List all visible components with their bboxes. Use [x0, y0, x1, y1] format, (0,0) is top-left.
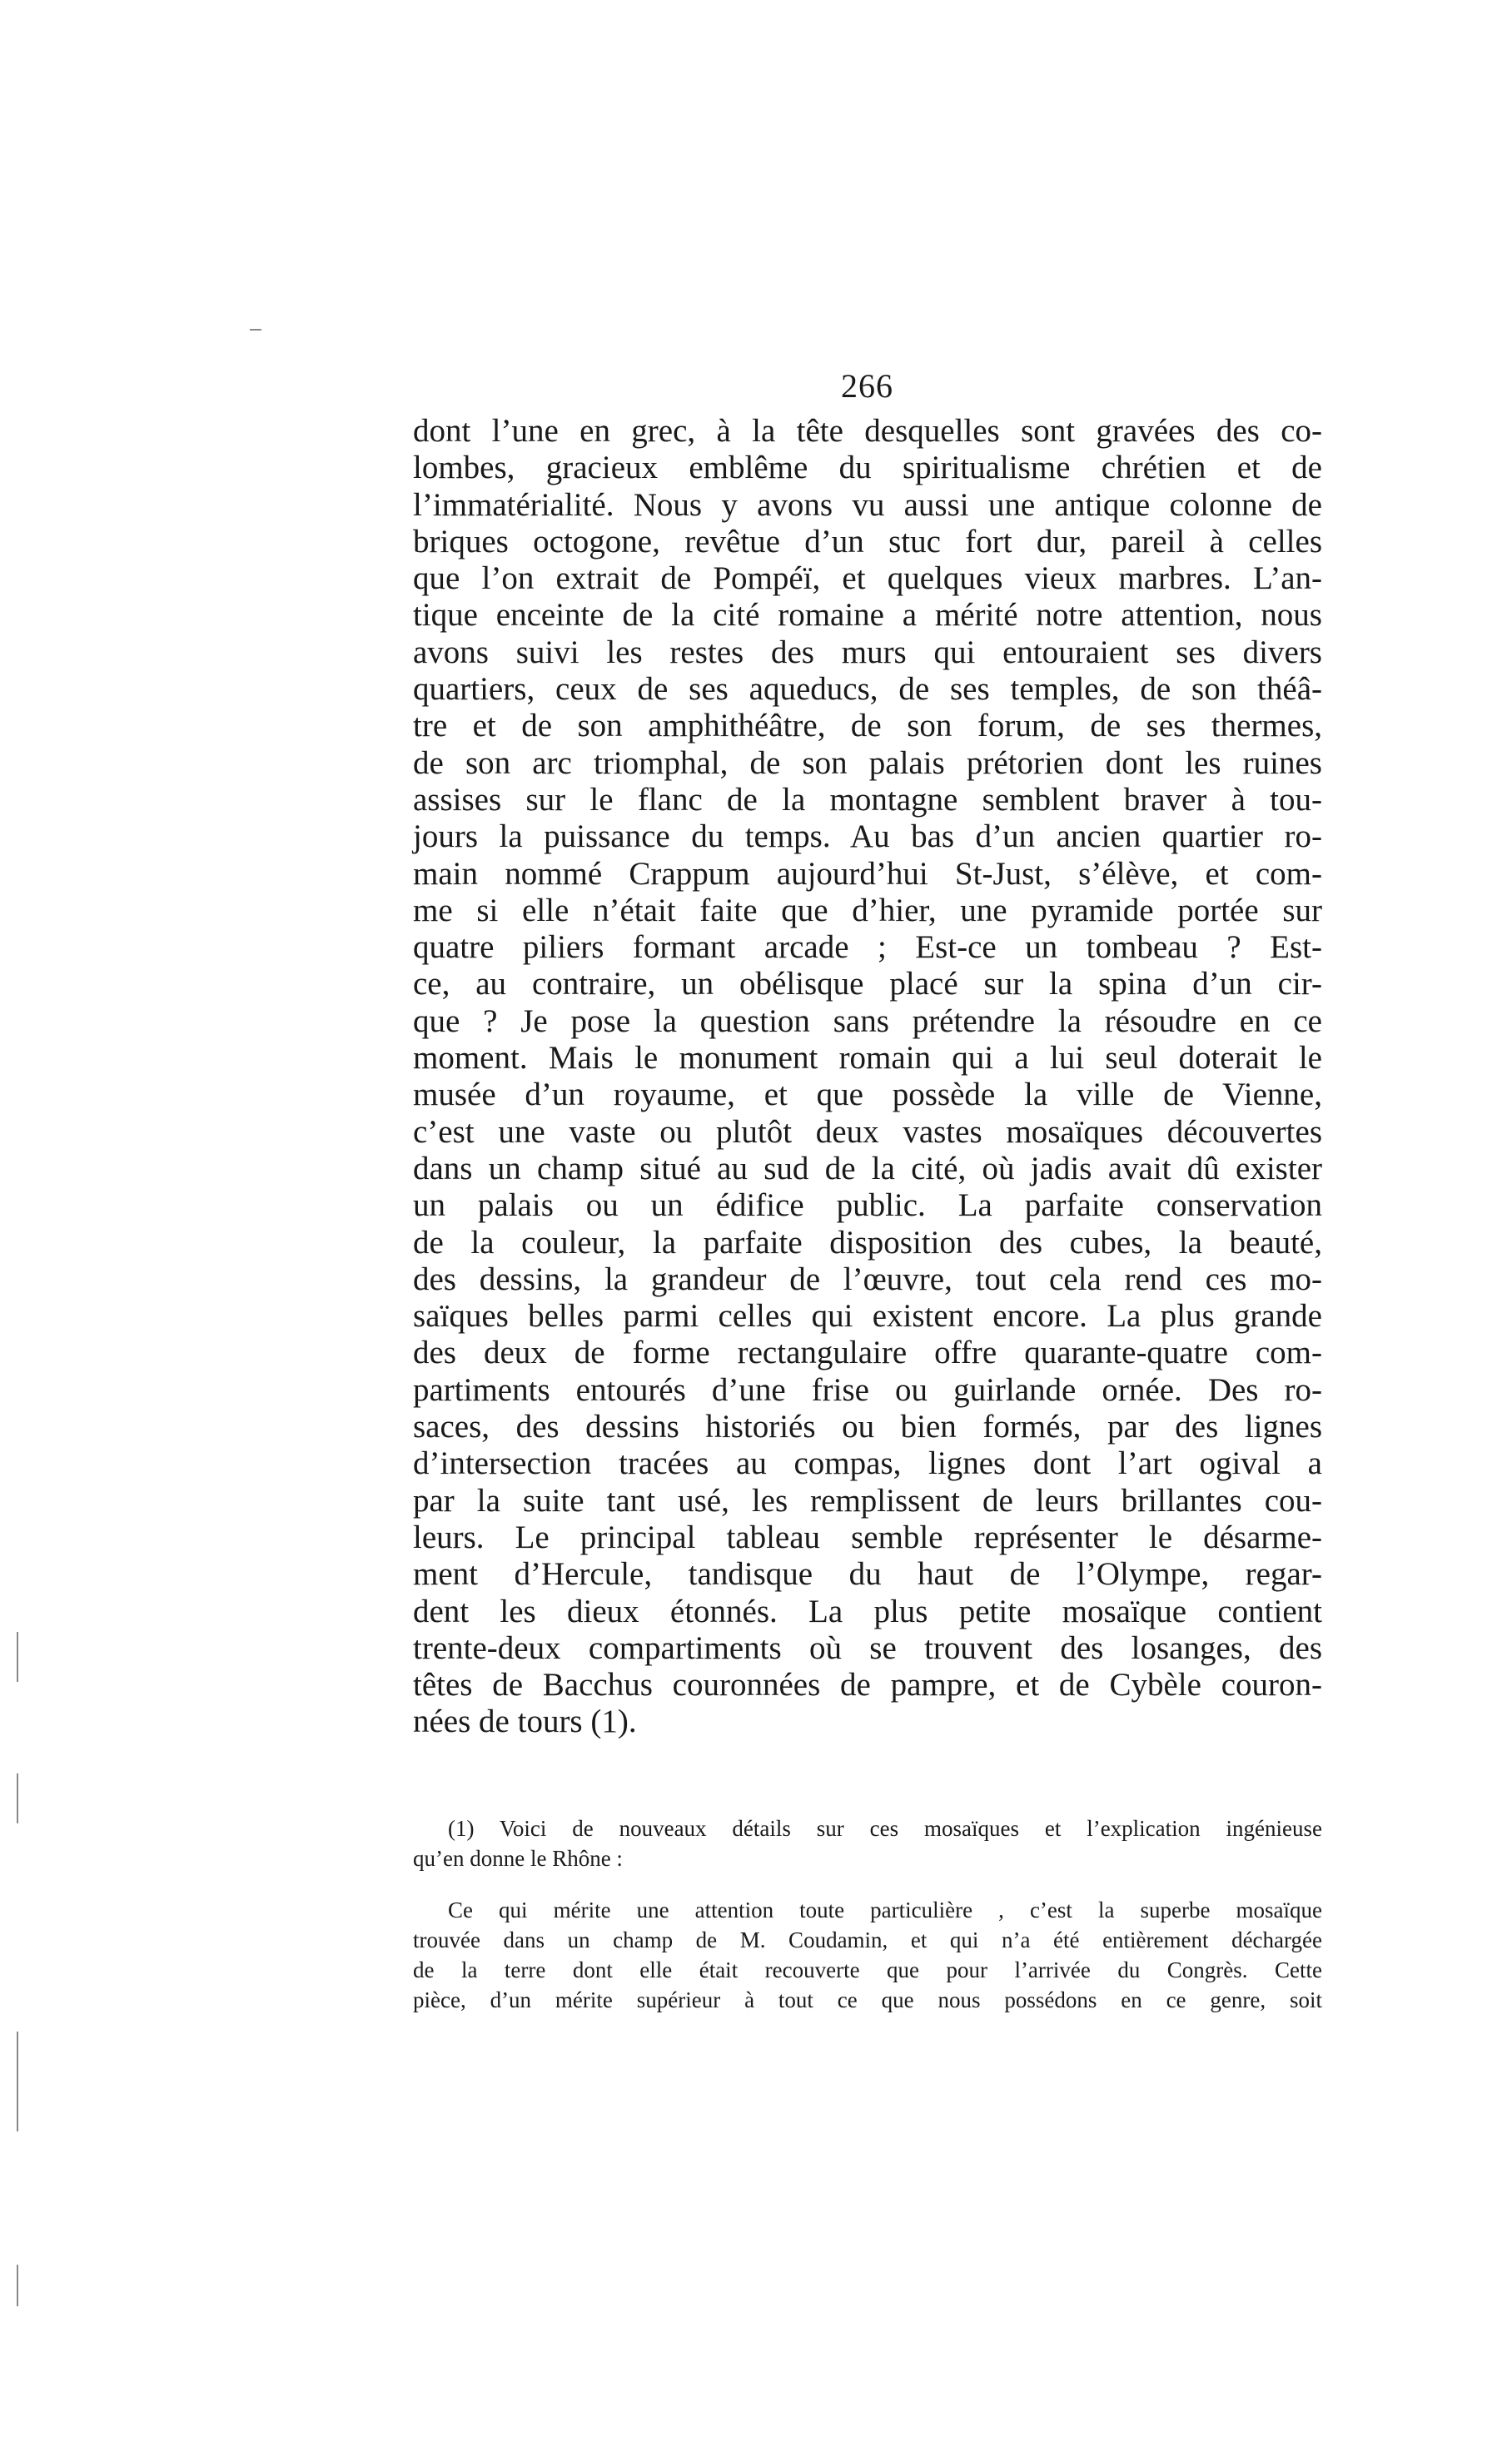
- text-line: avons suivi les restes des murs qui entouraient ses divers: [413, 634, 1322, 670]
- text-line: que ? Je pose la question sans prétendre la résoudre en ce: [413, 1002, 1322, 1039]
- text-line: ce, au contraire, un obélisque placé sur la spina d’un cir-: [413, 966, 1322, 1002]
- text-line: dans un champ situé au sud de la cité, où jadis avait dû exister: [413, 1150, 1322, 1186]
- text-line: de son arc triomphal, de son palais prétorien dont les ruines: [413, 744, 1322, 781]
- text-line: dent les dieux étonnés. La plus petite mosaïque contient: [413, 1593, 1322, 1629]
- text-line: me si elle n’était faite que d’hier, une pyramide portée sur: [413, 892, 1322, 928]
- footnote-line: (1) Voici de nouveaux détails sur ces mosaïques et l’explication ingénieuse: [448, 1816, 1322, 1841]
- scan-mark: [17, 1773, 18, 1823]
- text-line: lombes, gracieux emblême du spiritualisme chrétien et de: [413, 450, 1322, 486]
- footnote: [413, 1813, 1322, 2037]
- text-line: leurs. Le principal tableau semble représenter le désarme-: [413, 1519, 1322, 1555]
- text-line: de la couleur, la parfaite disposition des cubes, la beauté,: [413, 1224, 1322, 1261]
- footnote-line: de la terre dont elle était recouverte que pour l’arrivée du Congrès. Cette: [413, 1957, 1322, 1982]
- footnote-line: pièce, d’un mérite supérieur à tout ce que nous possédons en ce genre, soit: [413, 1987, 1322, 2012]
- page-number: 266: [841, 367, 893, 405]
- text-line: partiments entourés d’une frise ou guirlande ornée. Des ro-: [413, 1371, 1322, 1408]
- text-line: briques octogone, revêtue d’un stuc fort dur, pareil à celles: [413, 523, 1322, 560]
- text-line: assises sur le flanc de la montagne semblent braver à tou-: [413, 781, 1322, 818]
- text-line: que l’on extrait de Pompéï, et quelques vieux marbres. L’an-: [413, 560, 1322, 597]
- scan-mark: [17, 1632, 18, 1682]
- text-line: main nommé Crappum aujourd’hui St-Just, s’élève, et com-: [413, 855, 1322, 892]
- text-line: des deux de forme rectangulaire offre quarante-quatre com-: [413, 1335, 1322, 1371]
- text-line: ment d’Hercule, tandisque du haut de l’Olympe, regar-: [413, 1556, 1322, 1593]
- text-line: c’est une vaste ou plutôt deux vastes mosaïques découvertes: [413, 1113, 1322, 1150]
- text-line: tique enceinte de la cité romaine a mérité notre attention, nous: [413, 597, 1322, 634]
- text-line: tre et de son amphithéâtre, de son forum, de ses thermes,: [413, 708, 1322, 744]
- scan-mark: [17, 2032, 18, 2131]
- main-text: [413, 413, 1322, 1741]
- text-line: jours la puissance du temps. Au bas d’un ancien quartier ro-: [413, 818, 1322, 855]
- text-line: des dessins, la grandeur de l’œuvre, tout cela rend ces mo-: [413, 1261, 1322, 1297]
- text-line: d’intersection tracées au compas, lignes dont l’art ogival a: [413, 1445, 1322, 1482]
- scan-mark: [17, 2265, 18, 2306]
- text-line: par la suite tant usé, les remplissent de leurs brillantes cou-: [413, 1482, 1322, 1519]
- text-line: quartiers, ceux de ses aqueducs, de ses temples, de son théâ-: [413, 671, 1322, 708]
- text-line: saces, des dessins historiés ou bien formés, par des lignes: [413, 1409, 1322, 1445]
- text-line: dont l’une en grec, à la tête desquelles sont gravées des co-: [413, 413, 1322, 449]
- text-line: moment. Mais le monument romain qui a lui seul doterait le: [413, 1040, 1322, 1077]
- footnote-line: Ce qui mérite une attention toute particulière , c’est la superbe mosaïque: [448, 1897, 1322, 1922]
- footnote-line: qu’en donne le Rhône :: [413, 1846, 623, 1871]
- text-line: l’immatérialité. Nous y avons vu aussi une antique colonne de: [413, 486, 1322, 523]
- text-line: musée d’un royaume, et que possède la ville de Vienne,: [413, 1077, 1322, 1113]
- text-line: trente-deux compartiments où se trouvent des losanges, des: [413, 1629, 1322, 1666]
- footnote-paragraph: [413, 1813, 1322, 1873]
- scan-mark: [250, 329, 261, 331]
- text-line: nées de tours (1).: [413, 1703, 637, 1740]
- text-line: quatre piliers formant arcade ; Est-ce un tombeau ? Est-: [413, 929, 1322, 966]
- text-line: saïques belles parmi celles qui existent encore. La plus grande: [413, 1298, 1322, 1335]
- footnote-paragraph: [413, 1895, 1322, 2015]
- footnote-line: trouvée dans un champ de M. Coudamin, et qui n’a été entièrement déchargée: [413, 1927, 1322, 1952]
- text-line: un palais ou un édifice public. La parfaite conservation: [413, 1187, 1322, 1224]
- text-line: têtes de Bacchus couronnées de pampre, et de Cybèle couron-: [413, 1667, 1322, 1703]
